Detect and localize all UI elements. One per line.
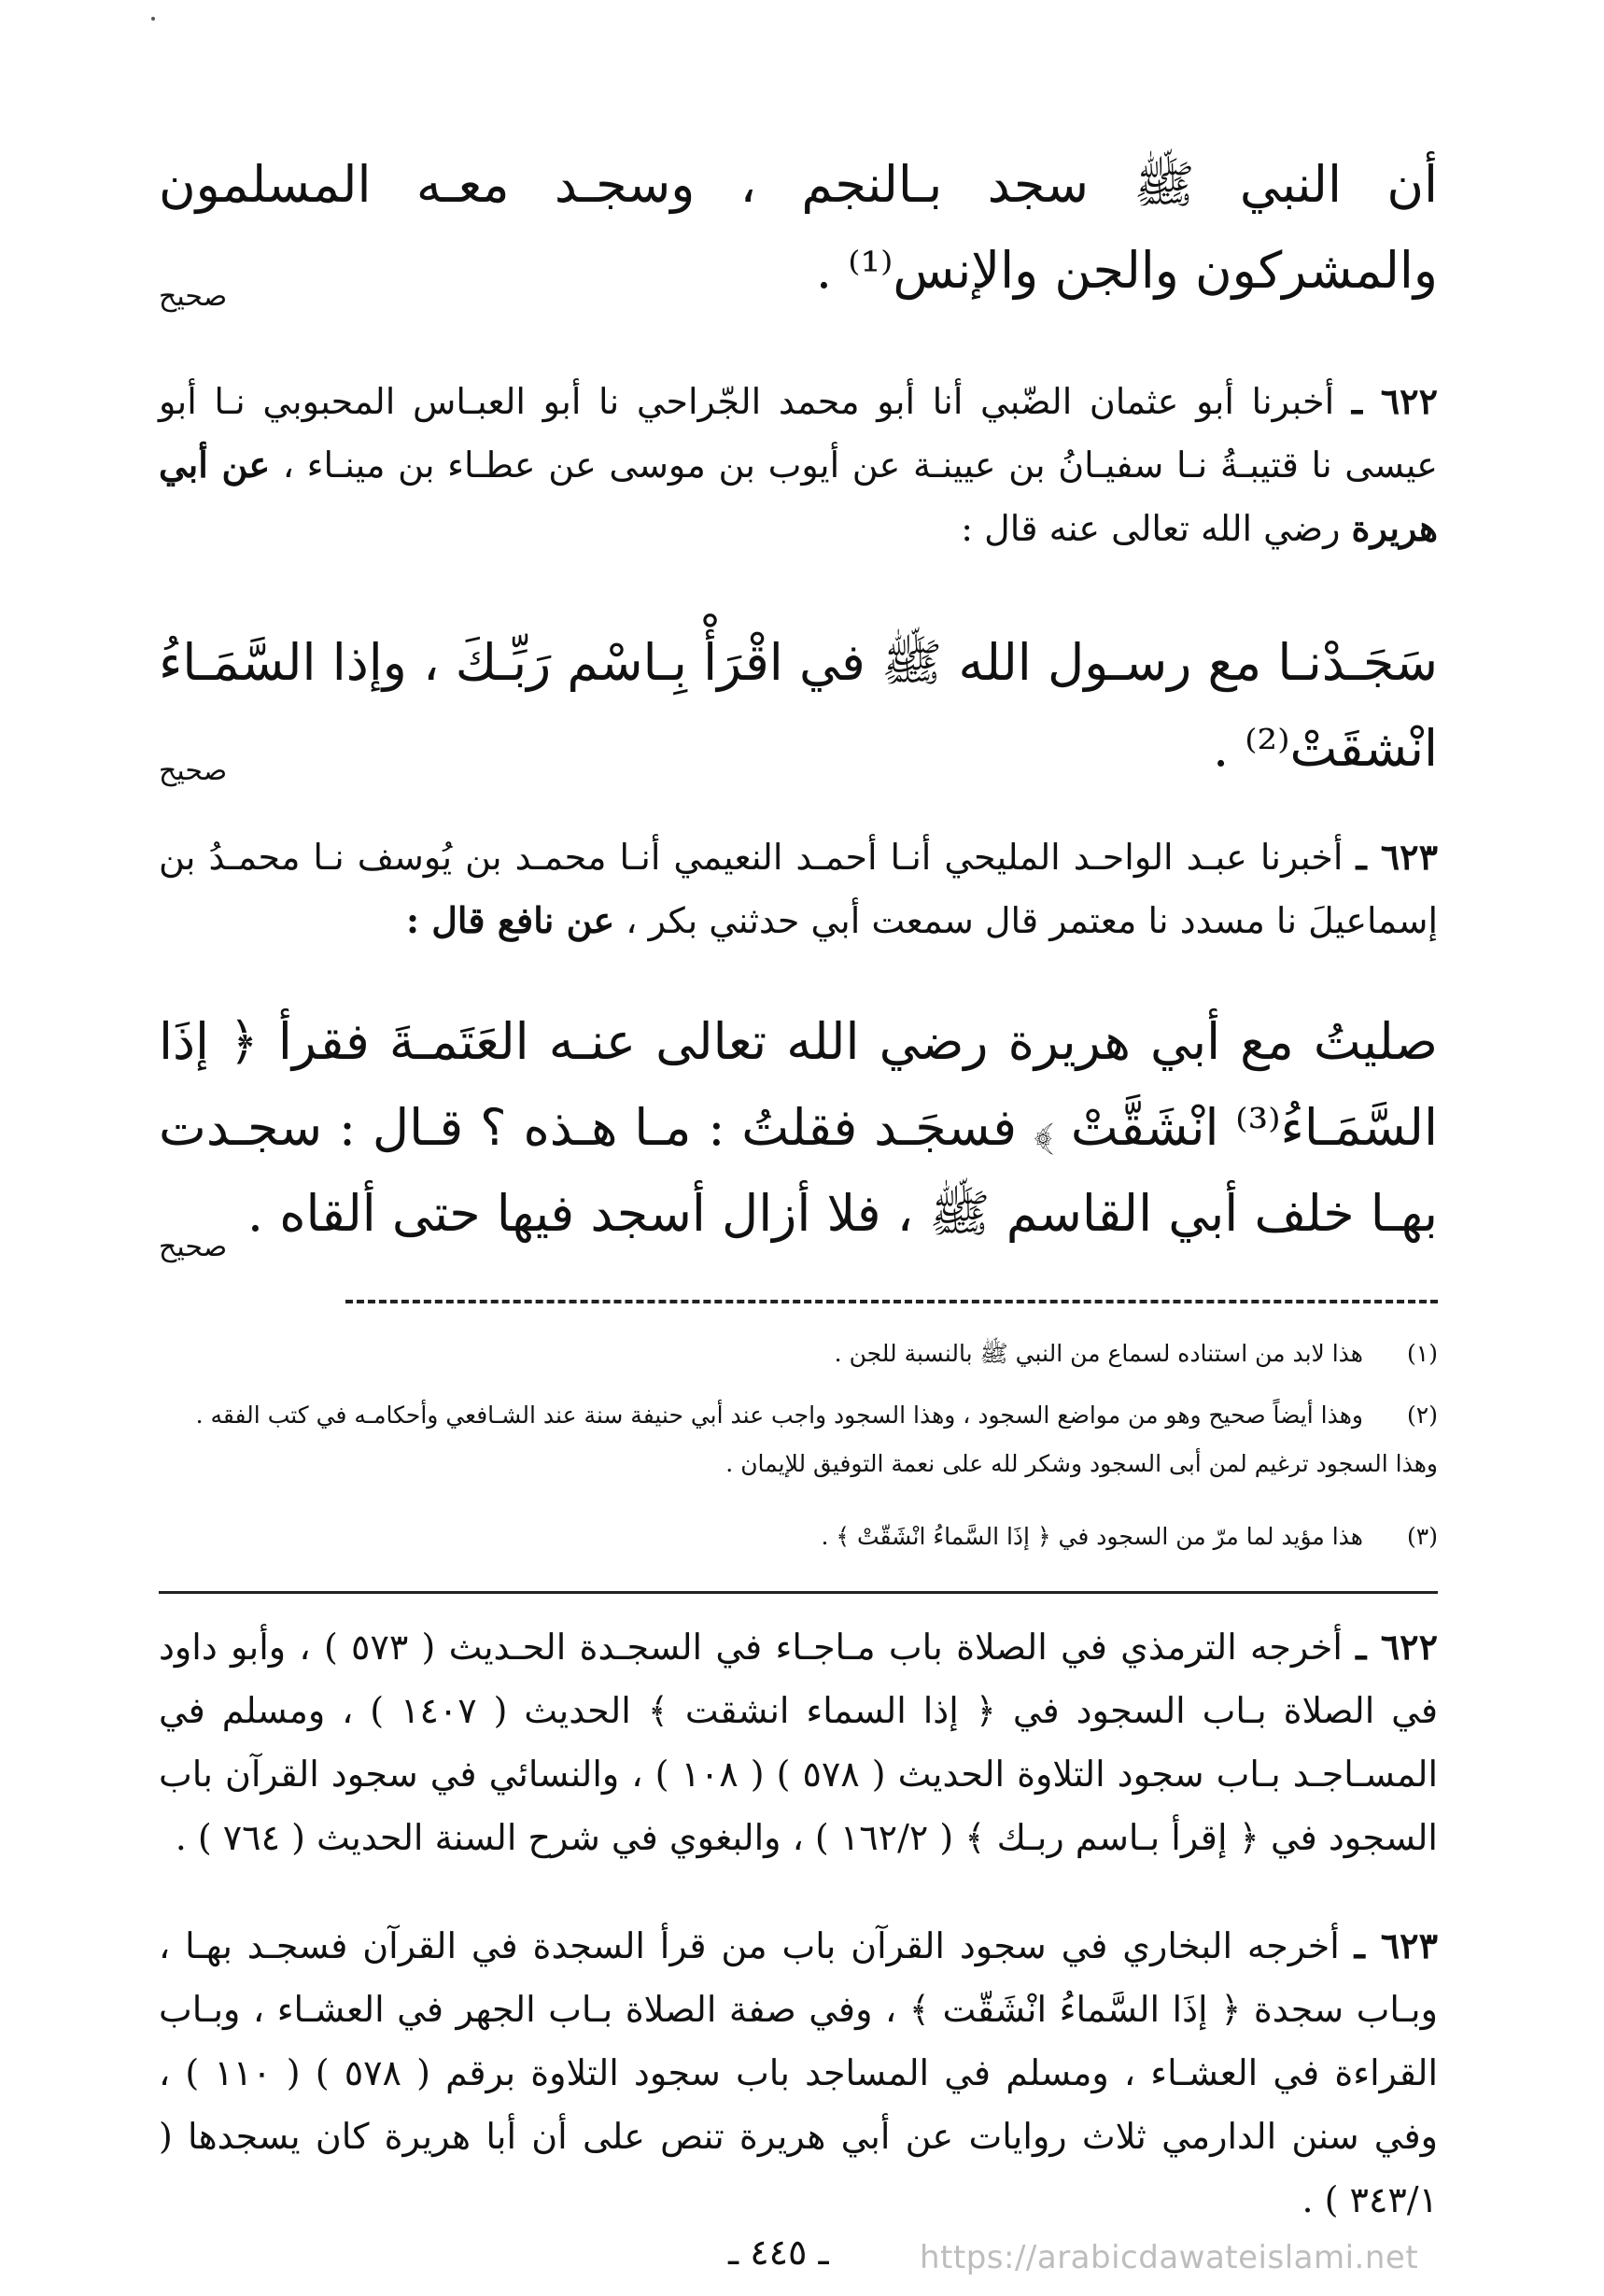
hadith-622-number: ٦٢٢ ـ bbox=[1351, 380, 1438, 422]
hadith-623-number: ٦٢٣ ـ bbox=[1356, 836, 1438, 878]
hadith-621-text: أن النبي ﷺ سجد بـالنجم ، وسجـد معـه المسلمون والمشركون والجن والإنس⁽¹⁾ . bbox=[159, 155, 1438, 300]
hadith-623-isnad bbox=[159, 825, 1438, 952]
hadith-623-text: صليتُ مع أبي هريرة رضي الله تعالى عنـه العَتَمـةَ فقرأ ﴿ إذَا السَّمَـاءُ⁽³⁾ انْشَقَّتْ ﴾ فسجَـد فقلتُ : مـا هـذه ؟ قـال : سجـدت بهـا خلف أبي القاسم ﷺ ، فلا أزال أسجد فيها حتى ألقاه . bbox=[159, 1012, 1438, 1243]
hadith-623-grade: صحيح bbox=[159, 1231, 228, 1263]
scan-speck bbox=[151, 17, 155, 21]
footnote-2-number: (٢) bbox=[1407, 1402, 1438, 1429]
hadith-623-narrator: عن نافع قال : bbox=[405, 899, 615, 941]
takhrij-623 bbox=[159, 1914, 1438, 2232]
hadith-623-isnad-chain: أخبرنا عبـد الواحـد المليحي أنـا أحمـد النعيمي أنـا محمـد بن يُوسف نـا محمـدُ بن إسماعيلَ نا مسدد نا معتمر قال سمعت أبي حدثني بكر ، bbox=[159, 837, 1438, 941]
hadith-621-grade: صحيح bbox=[159, 280, 228, 313]
footnote-3-text: هذا مؤيد لما مرّ من السجود في ﴿ إذَا السَّماءُ انْشَقّتْ ﴾ . bbox=[821, 1523, 1363, 1550]
page-number: ـ ٤٤٥ ـ bbox=[728, 2232, 829, 2273]
takhrij-623-text: أخرجه البخاري في سجود القرآن باب من قرأ السجدة في القرآن فسجـد بهـا ، وبـاب سجدة ﴿ إذَا السَّماءُ انْشَقّت ﴾ ، وفي صفة الصلاة بـاب الجهر في العشـاء ، وبـاب القراءة في العشـاء ، ومسلم في المساجد باب سجود التلاوة برقم ( ٥٧٨ ) ( ١١٠ ) ، وفي سنن الدارمي ثلاث روايات عن أبي هريرة تنص على أن أبا هريرة كان يسجدها ( ٣٤٣/١ ) . bbox=[159, 1925, 1439, 2220]
takhrij-622-number: ٦٢٢ ـ bbox=[1356, 1626, 1438, 1668]
footnote-2 bbox=[159, 1391, 1438, 1488]
hadith-622-isnad-end: رضي الله تعالى عنه قال : bbox=[961, 508, 1352, 549]
hadith-622-text: سَجَـدْنـا مع رسـول الله ﷺ في اقْرَأْ بِـاسْم رَبِّـكَ ، وإذا السَّمَـاءُ انْشقَتْ⁽²⁾ . bbox=[159, 633, 1438, 778]
footnote-1 bbox=[159, 1330, 1438, 1378]
watermark-url: https://arabicdawateislami.net bbox=[920, 2239, 1419, 2276]
footnote-2-text: وهذا أيضاً صحيح وهو من مواضع السجود ، وهذا السجود واجب عند أبي حنيفة سنة عند الشـافعي وأحكامـه في كتب الفقه . وهذا السجود ترغيم لمن أبى السجود وشكر لله على نعمة التوفيق للإيمان . bbox=[195, 1402, 1438, 1477]
footnote-1-number: (١) bbox=[1407, 1340, 1438, 1367]
footnote-3-number: (٣) bbox=[1407, 1523, 1438, 1550]
hadith-622-isnad bbox=[159, 370, 1438, 560]
takhrij-divider bbox=[159, 1591, 1438, 1594]
footnote-3 bbox=[159, 1513, 1438, 1561]
hadith-622-grade: صحيح bbox=[159, 754, 228, 787]
takhrij-622 bbox=[159, 1615, 1438, 1869]
footnote-divider-dashed bbox=[345, 1300, 1438, 1303]
takhrij-623-number: ٦٢٣ ـ bbox=[1354, 1924, 1438, 1966]
hadith-622-narrator: عن أبي هريرة bbox=[159, 444, 1438, 549]
footnote-1-text: هذا لابد من استناده لسماع من النبي ﷺ بالنسبة للجن . bbox=[834, 1340, 1363, 1367]
hadith-622-isnad-chain: أخبرنا أبو عثمان الضّبي أنا أبو محمد الجّراحي نا أبو العبـاس المحبوبي نـا أبو عيسى نا قتيبـةُ نـا سفيـانُ بن عيينـة عن أيوب بن موسى عن عطـاء بن مينـاء ، bbox=[159, 381, 1438, 486]
takhrij-622-text: أخرجه الترمذي في الصلاة باب مـاجـاء في السجـدة الحـديث ( ٥٧٣ ) ، وأبو داود في الصلاة بـاب السجود في ﴿ إذا السماء انشقت ﴾ الحديث ( ١٤٠٧ ) ، ومسلم في المسـاجـد بـاب سجود التلاوة الحديث ( ٥٧٨ ) ( ١٠٨ ) ، والنسائي في سجود القرآن باب السجود في ﴿ إقرأ بـاسم ربـك ﴾ ( ١٦٢/٢ ) ، والبغوي في شرح السنة الحديث ( ٧٦٤ ) . bbox=[159, 1627, 1438, 1858]
